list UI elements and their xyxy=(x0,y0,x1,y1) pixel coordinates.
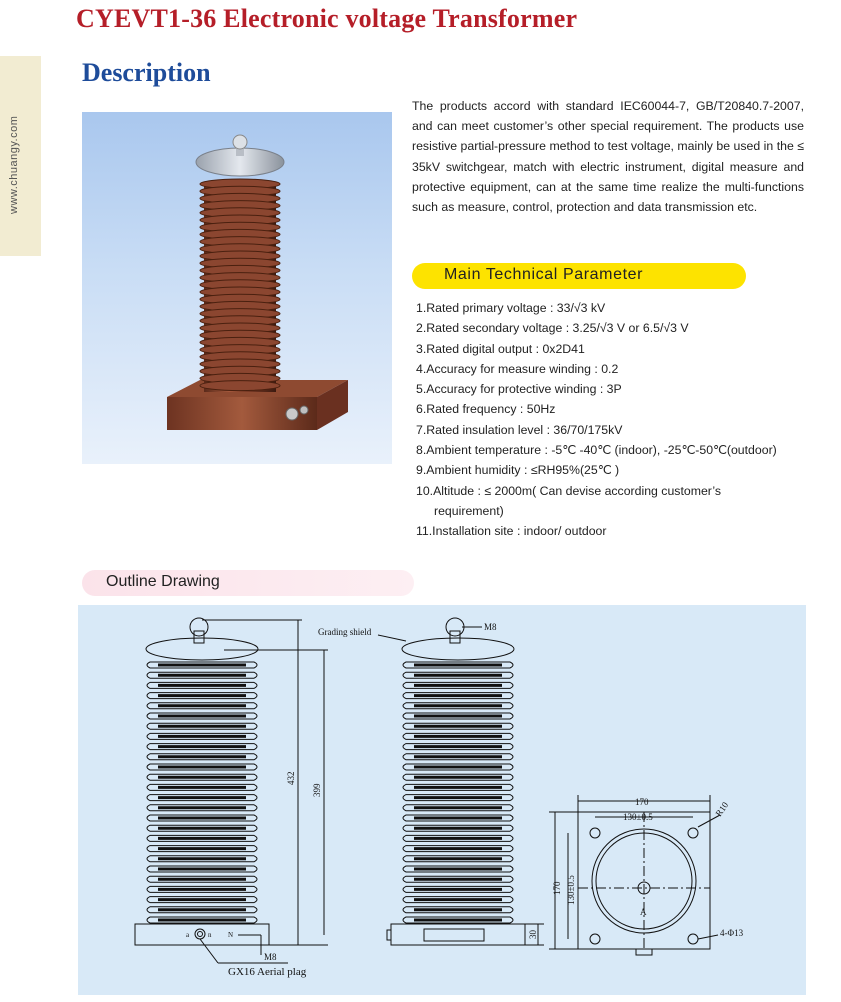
holes-label: 4-Φ13 xyxy=(720,928,744,938)
website-label[interactable]: www.chuangy.com xyxy=(8,115,20,214)
parameter-item: 1.Rated primary voltage : 33/√3 kV xyxy=(416,301,606,315)
parameter-heading-pill xyxy=(412,263,746,289)
dimension-130-left: 130±0.5 xyxy=(566,875,576,905)
description-text: The products accord with standard IEC60044-7, GB/T20840.7-2007, and can meet customer’s other special requirement. The products use resistive partial-pressure method to test voltage, mainly be used in the ≤ 35kV switchgear, match with electric instrument, digital measure and protective equipment, can at the same time realize the multi-functions such as measure, control, protection and data transmission etc. xyxy=(412,99,804,215)
dimension-30: 30 xyxy=(528,930,538,939)
outline-drawing xyxy=(78,605,806,995)
sidebar-strip xyxy=(0,56,41,256)
dimension-170-top: 170 xyxy=(635,797,649,807)
dimension-130-top: 130±0.5 xyxy=(623,812,653,822)
parameter-item: 8.Ambient temperature : -5℃ -40℃ (indoor), -25℃-50℃(outdoor) xyxy=(416,443,777,458)
radius-r10: R10 xyxy=(713,800,731,819)
dimension-170-left: 170 xyxy=(552,881,562,895)
aerial-plug-label: GX16 Aerial plag xyxy=(228,966,307,978)
parameter-item: 5.Accuracy for protective winding : 3P xyxy=(416,382,622,397)
description-heading: Description xyxy=(82,58,211,87)
parameter-item: 9.Ambient humidity : ≤RH95%(25℃ ) xyxy=(416,463,620,478)
transformer-body xyxy=(167,135,348,430)
parameter-item: 2.Rated secondary voltage : 3.25/√3 V or 6.5/√3 V xyxy=(416,321,689,336)
front-view xyxy=(135,618,328,963)
parameter-item: 6.Rated frequency : 50Hz xyxy=(416,402,556,417)
dimension-399: 399 xyxy=(312,783,322,797)
grading-shield-label: Grading shield xyxy=(318,627,372,637)
m8-bottom-label: M8 xyxy=(264,952,277,962)
outline-heading: Outline Drawing xyxy=(106,573,220,590)
transformer-image xyxy=(82,112,392,464)
parameter-item: 4.Accuracy for measure winding : 0.2 xyxy=(416,361,619,376)
insulator-shed xyxy=(200,381,280,391)
front-view-sheds xyxy=(147,662,257,923)
parameter-item: 7.Rated insulation level : 36/70/175kV xyxy=(416,422,623,437)
product-photo xyxy=(82,112,392,464)
parameter-item: 3.Rated digital output : 0x2D41 xyxy=(416,341,585,356)
drawing-svg xyxy=(78,605,806,995)
side-view xyxy=(378,618,544,945)
parameter-item: 10.Altitude : ≤ 2000m( Can devise according customer’s xyxy=(416,483,721,498)
side-view-sheds xyxy=(403,662,513,923)
parameter-item-continuation: requirement) xyxy=(434,503,504,518)
terminal-a: a xyxy=(186,931,190,939)
terminal-n: n xyxy=(208,931,212,939)
outline-heading-pill xyxy=(82,570,414,596)
terminal-N: N xyxy=(228,931,234,939)
page-title: CYEVT1-36 Electronic voltage Transformer xyxy=(76,4,578,33)
m8-top-label: M8 xyxy=(484,622,497,632)
section-a-mark: A xyxy=(640,907,647,917)
parameter-list xyxy=(416,298,777,542)
parameter-item: 11.Installation site : indoor/ outdoor xyxy=(416,524,607,539)
parameter-heading: Main Technical Parameter xyxy=(444,266,644,283)
dimension-432: 432 xyxy=(286,771,296,785)
